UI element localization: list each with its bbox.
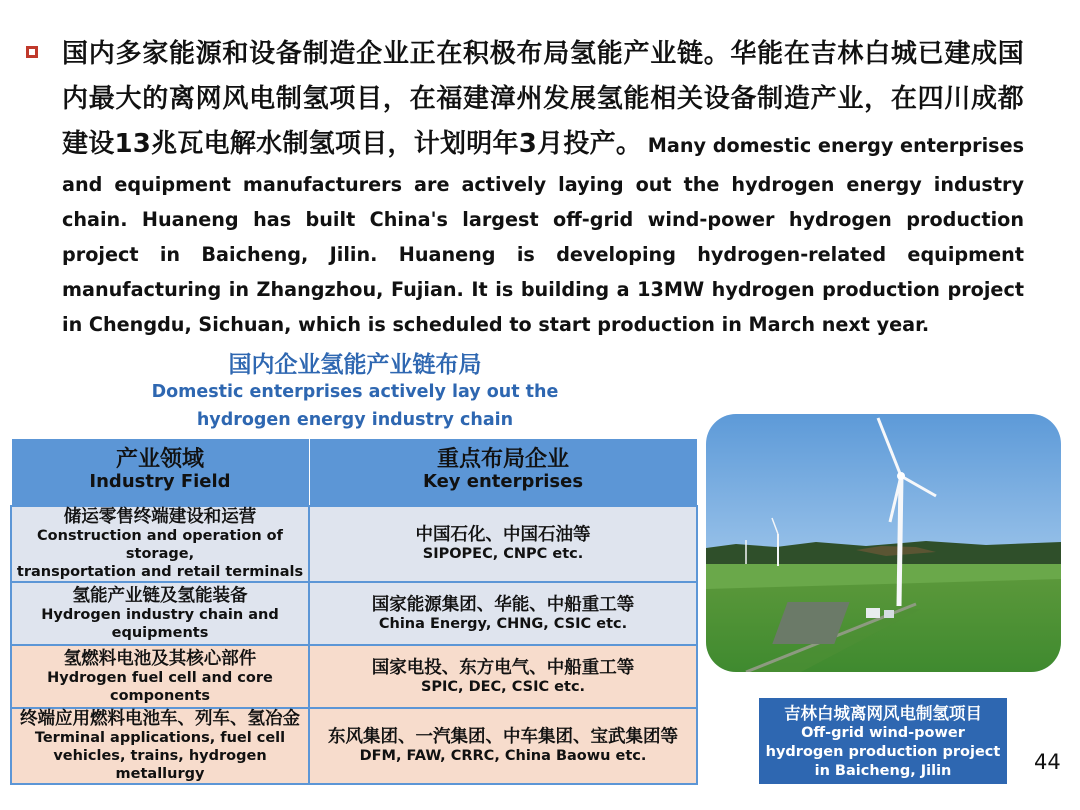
header-key-enterprises-zh: 重点布局企业 <box>436 447 569 472</box>
wind-farm-photo <box>706 414 1061 672</box>
field-cell <box>11 645 309 708</box>
field-en-line1: Hydrogen industry chain and <box>41 606 279 623</box>
header-industry-field-zh: 产业领域 <box>115 447 204 472</box>
table-row <box>11 582 697 645</box>
caption-english-line1: Off-grid wind-power <box>801 725 965 741</box>
paragraph-english: Many domestic energy enterprises and equipment manufacturers are actively laying out the hydrogen energy industry chain. Huaneng has built China's largest off-grid wind-power hydrogen production project in Baicheng, Jilin. Huaneng is developing hydrogen-related equipment manufacturing in Zhangzhou, Fujian. It is building a 13MW hydrogen production project in Chengdu, Sichuan, which is scheduled to start production in March next year. <box>62 134 1025 336</box>
field-cell <box>11 582 309 645</box>
enterprise-cell <box>309 645 697 708</box>
table-row <box>11 645 697 708</box>
enterprise-zh: 国家电投、东方电气、中船重工等 <box>371 657 635 678</box>
square-bullet-icon <box>26 46 38 58</box>
field-en-line2: equipments <box>111 624 209 641</box>
table-row <box>11 506 697 582</box>
enterprise-cell <box>309 708 697 784</box>
enterprise-en: DFM, FAW, CRRC, China Baowu etc. <box>359 748 647 764</box>
header-industry-field <box>11 439 309 507</box>
table-row <box>11 708 697 784</box>
enterprise-cell <box>309 582 697 645</box>
main-paragraph <box>62 32 1024 342</box>
field-zh: 储运零售终端建设和运营 <box>63 507 257 527</box>
field-en-line2: components <box>109 687 211 704</box>
wind-turbine-illustration <box>706 414 1061 672</box>
field-en-line2: transportation and retail terminals <box>16 564 304 580</box>
enterprise-cell <box>309 506 697 582</box>
enterprise-en: SPIC, DEC, CSIC etc. <box>420 678 586 695</box>
field-cell <box>11 708 309 784</box>
table-header-row <box>11 439 697 507</box>
caption-english-line3: in Baicheng, Jilin <box>814 763 952 779</box>
enterprise-en: SIPOPEC, CNPC etc. <box>422 546 584 562</box>
paragraph-chinese: 国内多家能源和设备制造企业正在积极布局氢能产业链。华能在吉林白城已建成国内最大的离网风电制氢项目，在福建漳州发展氢能相关设备制造产业，在四川成都建设13兆瓦电解水制氢项目，计划明年3月投产。 <box>62 39 1024 159</box>
field-zh: 氢能产业链及氢能装备 <box>72 585 248 606</box>
table-title-english-line2: hydrogen energy industry chain <box>196 410 514 430</box>
table-title-chinese: 国内企业氢能产业链布局 <box>228 352 482 378</box>
field-en-line1: Hydrogen fuel cell and core <box>47 669 273 686</box>
industry-table <box>10 438 698 785</box>
enterprise-zh: 国家能源集团、华能、中船重工等 <box>371 594 635 615</box>
table-title-english-line1: Domestic enterprises actively lay out the <box>151 382 559 402</box>
enterprise-en: China Energy, CHNG, CSIC etc. <box>378 615 628 632</box>
field-en-line2: vehicles, trains, hydrogen metallurgy <box>53 748 267 782</box>
enterprise-zh: 中国石化、中国石油等 <box>415 525 591 545</box>
field-zh: 氢燃料电池及其核心部件 <box>63 648 257 669</box>
field-en-line1: Construction and operation of storage, <box>37 528 283 562</box>
field-cell <box>11 506 309 582</box>
enterprise-zh: 东风集团、一汽集团、中车集团、宝武集团等 <box>328 727 678 747</box>
caption-chinese: 吉林白城离网风电制氢项目 <box>784 704 982 723</box>
photo-caption <box>759 698 1007 784</box>
field-zh: 终端应用燃料电池车、列车、氢冶金 <box>20 709 300 729</box>
caption-english-line2: hydrogen production project <box>765 744 1001 760</box>
header-key-enterprises-en: Key enterprises <box>422 471 584 492</box>
header-key-enterprises <box>309 439 697 507</box>
field-en-line1: Terminal applications, fuel cell <box>34 730 286 746</box>
header-industry-field-en: Industry Field <box>89 471 231 492</box>
page-number: 44 <box>1034 750 1061 774</box>
